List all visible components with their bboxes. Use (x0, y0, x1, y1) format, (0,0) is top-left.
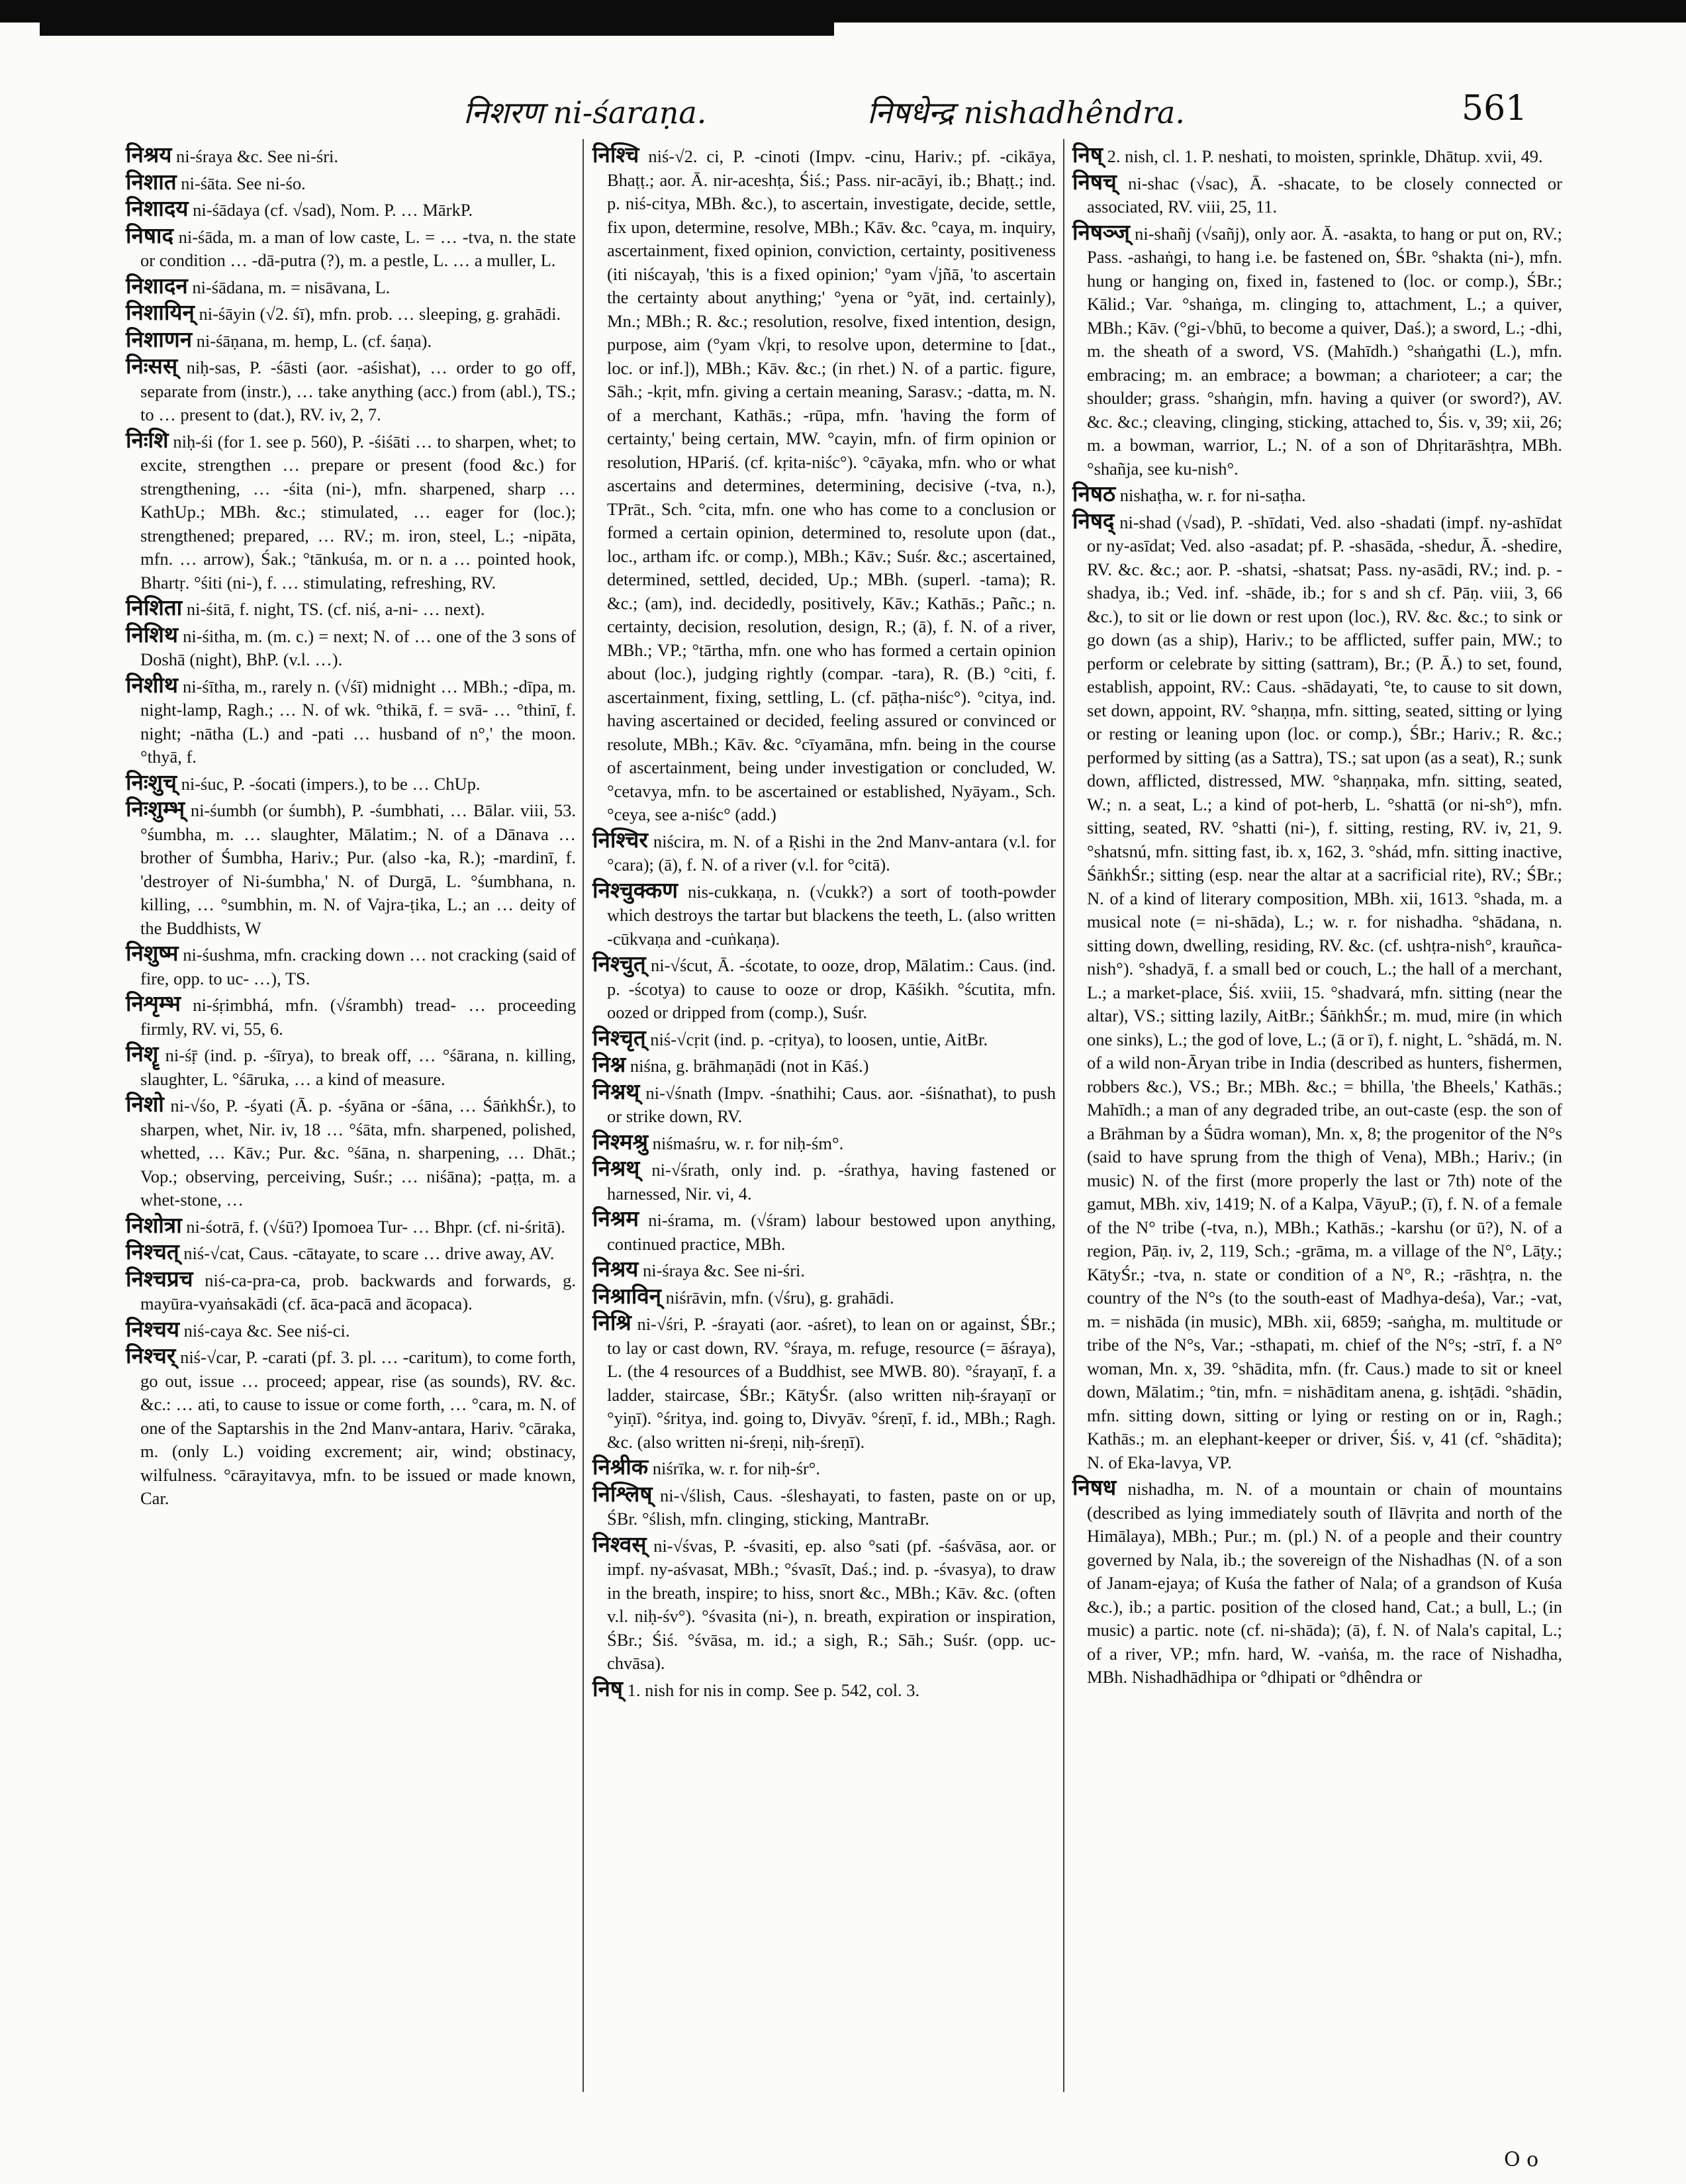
entry-text: ni-shañj (√sañj), only aor. Ā. -asakta, to hang or put on, RV.; Pass. -ashaṅgi, to hang i.e. be fastened on, ŚBr. °shakta (ni-), mfn. hung or hanging on, fixed in, fastened to (loc. or comp.), ŚBr.; Kālid.; Var. °shaṅga, m. clinging to, attachment, L.; a quiver, MBh.; Kāv. (°gi-√bhū, to become a quiver, Daś.); a sword, L.; -dhi, m. the sheath of a sword, VS. (Mahīdh.) °shaṅgathi (L.), mfn. embracing; m. an embrace; a bowman; a charioteer; a car; the shoulder; grass. °shaṅgin, mfn. having a quiver (or sword?), AV. &c. &c.; cleaving, clinging, sticking, attached to, Śis. v, 39; xii, 26; m. a bowman, warrior, L.; N. of a son of Dhṛitarāshṭra, MBh. °shañja, see ku-nish°. (1087, 223, 1562, 479)
dictionary-entry (126, 797, 576, 940)
entry-headword-devanagari: निशादन (126, 272, 188, 299)
entry-text: ni-śādana, m. = nisāvana, L. (192, 277, 391, 297)
entry-headword-devanagari: निश्रि (592, 1309, 632, 1335)
entry-headword-devanagari: निषठ (1072, 481, 1116, 506)
entry-text: niś-√cṛit (ind. p. -cṛitya), to loosen, untie, AitBr. (650, 1029, 988, 1049)
entry-text: ni-√śo, P. -śyati (Ā. p. -śyāna or -śāna, … ŚāṅkhŚr.), to sharpen, whet, Nir. iv, 18 … °śāta, mfn. sharpened, polished, whetted, … Kāv.; Pur. &c. °śāna, n. sharpening, … Dhāt.; Vop.; observing, perceiving, Suśr.; … niśāna); -paṭṭa, m. a whet-stone, … (140, 1096, 577, 1210)
dictionary-entry (126, 941, 576, 990)
dictionary-entry (592, 1311, 1056, 1454)
entry-text: ni-√śrath, only ind. p. -śrathya, having fastened or harnessed, Nir. vi, 4. (607, 1160, 1056, 1204)
entry-text: niḥ-śi (for 1. see p. 560), P. -śiśāti … to sharpen, whet; to excite, strengthen … prepare or present (food &c.) for strengthening, … -śita (ni-), mfn. sharpened, sharp … KathUp.; MBh. &c.; stimulated, … eager for (loc.); strengthened; prepared, … RV.; m. iron, steel, L.; -nipāta, mfn. … arrow), Śak.; °tānkuśa, m. or n. a … pointed hook, Bhartṛ. °śiti (ni-), f. … stimulating, refreshing, RV. (140, 431, 576, 593)
entry-headword-devanagari: निशिथ (126, 621, 178, 647)
entry-headword-devanagari: निषाद (126, 222, 174, 248)
dictionary-entry (126, 771, 576, 796)
entry-text: ni-śādaya (cf. √sad), Nom. P. … MārkP. (193, 200, 473, 220)
entry-headword-devanagari: निःशुच् (126, 769, 177, 795)
dictionary-entry (592, 1080, 1056, 1129)
entry-text: niś-√2. ci, P. -cinoti (Impv. -cinu, Hariv.; pf. -cikāya, Bhaṭṭ.; aor. Ā. nir-aceshṭa, Śiś.; Pass. nir-acāyi, ib.; Bhaṭṭ.; ind. p. niś-citya, MBh. &c.), to ascertain, investigate, decide, settle, fix upon, determine, resolve, MBh.; Kāv. &c. °caya, m. inquiry, ascertainment, fixed opinion, conviction, certainty, positiveness (iti niścayaḥ, 'this is a fixed opinion;' °yam √jñā, 'to ascertain the certainty about anything;' °yena or °yāt, ind. certainly), Mn.; MBh.; R. &c.; resolution, resolve, fixed intention, design, purpose, aim (°yam √kṛi, to resolve upon, determine to [dat., loc. or inf.]), MBh.; Kāv. &c.; (in rhet.) N. of a partic. figure, Sāh.; -kṛit, mfn. giving a certain meaning, Sarasv.; -datta, m. N. of a merchant, Kathās.; -rūpa, mfn. 'having the form of certainty,' being certain, MW. °cayin, mfn. of firm opinion or resolution, HPariś. (cf. kṛita-niśc°). °cāyaka, mfn. who or what ascertains and determines, determining, decisive (-tva, n.), TPrāt., Sch. °cita, mfn. one who has come to a conclusion or formed a certain opinion, determined to, resolute upon (dat., loc., artham ifc. or comp.), MBh.; Kāv.; Suśr. &c.; ascertained, determined, settled, decided, Up.; MBh. (superl. -tama); R. &c.; (am), ind. decidedly, positively, Kāv.; Kathās.; Pañc.; n. certainty, decision, resolution, design, R.; (ā), f. N. of a river, MBh.; VP.; °tārtha, mfn. one who has formed a certain opinion about (loc.), judging rightly (compar. -tara), R. (B.) °citi, f. ascertainment, fixing, settling, L. (cf. pāṭha-niśc°). °citya, ind. having ascertained or decided, feeling assured or convinced or resolute, MBh.; Kāv. &c. °cīyamāna, mfn. being in the course of ascertainment, being under investigation or concluded, W. °cetavya, mfn. to be ascertained or established, Nyāyam., Sch. °ceya, see a-niśc° (add.) (607, 146, 1056, 824)
header-center-guideword: निषधेन्द्र nishadhêndra. (867, 95, 1185, 130)
signature-mark: O o (1504, 2148, 1539, 2171)
entry-text: ni-śāṇana, m. hemp, L. (cf. śaṇa). (196, 330, 432, 351)
entry-headword-devanagari: निश्राविन् (592, 1282, 661, 1309)
page-number: 561 (1462, 89, 1528, 128)
dictionary-entry (1072, 482, 1562, 508)
dictionary-column-3 (1072, 143, 1562, 1691)
entry-text: nishadha, m. N. of a mountain or chain of mountains (described as lying immediately south of Ilāvṛita and north of the Himālaya), MBh.; Pur.; m. (pl.) N. of a people and their country governed by Nala, ib.; the sovereign of the Nishadhas (N. of a son of Janam-ejaya; of Kuśa the father of Nala; of a grandson of Kuśa &c.), ib.; a partic. position of the closed hand, Cat.; a bull, L.; (in music) a partic. note (cf. ni-shāda); (ā), f. N. of Nala's capital, L.; of a river, VP.; mfn. hard, W. -vaṅśa, m. the race of Nishadha, MBh. Nishadhādhipa or °dhipati or °dhêndra or (1087, 1479, 1562, 1687)
entry-headword-devanagari: निश्चुत् (592, 951, 646, 976)
dictionary-entry (126, 428, 576, 595)
entry-headword-devanagari: निशायिन् (126, 299, 195, 325)
entry-headword-devanagari: निशादय (126, 195, 189, 221)
entry-headword-devanagari: निषञ्ज् (1072, 218, 1130, 245)
dictionary-entry (126, 992, 576, 1041)
dictionary-entry (592, 952, 1056, 1025)
entry-headword-devanagari: निःशि (126, 426, 169, 453)
dictionary-entry (592, 1455, 1056, 1481)
entry-headword-devanagari: निशिता (126, 594, 183, 620)
dictionary-entry (592, 1284, 1056, 1310)
page-header (0, 91, 1686, 138)
entry-text: ni-śāta. See ni-śo. (181, 173, 306, 193)
entry-text: ni-śumbh (or śumbh), P. -śumbhati, … Bālar. viii, 53. °śumbha, m. … slaughter, Mālatim.; N. of a Dānava … brother of Śumbha, Hariv.; Pur. (also -ka, R.); -mardinī, f. 'destroyer of Ni-śumbha,' N. of Durgā, L. °śumbhana, n. killing, … °sumbhin, m. N. of Vajra-ṭika, L.; an … deity of the Buddhists, W (140, 800, 576, 938)
entry-text: ni-√śri, P. -śrayati (aor. -aśret), to lean on or against, ŚBr.; to lay or cast down, RV. °śraya, m. refuge, resource (= āśraya), L. (the 4 resources of a Buddhist, see MWB. 80). °śrayaṇī, f. a ladder, staircase, ŚBr.; KātyŚr. (also written niḥ-śrayaṇī or °yiṇī). °śritya, ind. going to, Divyāv. °śreṇī, f. id., MBh.; Ragh. &c. (also written ni-śreṇi, niḥ-śreṇī). (607, 1314, 1056, 1452)
entry-text: ni-√śnath (Impv. -śnathihi; Caus. aor. -śiśnathat), to push or strike down, RV. (607, 1082, 1056, 1126)
entry-text: niś-√cat, Caus. -cātayate, to scare … drive away, AV. (183, 1243, 555, 1263)
entry-headword-devanagari: निष् (592, 1675, 623, 1701)
entry-text: 2. nish, cl. 1. P. neshati, to moisten, sprinkle, Dhātup. xvii, 49. (1107, 146, 1543, 166)
entry-headword-devanagari: निश्रय (592, 1256, 639, 1282)
entry-text: niśrāvin, mfn. (√śru), g. grahādi. (665, 1287, 894, 1307)
entry-text: niḥ-sas, P. -śāsti (aor. -aśishat), … order to go off, separate from (instr.), … take anything (acc.) from (abl.), TS.; to … present to (dat.), RV. iv, 2, 7. (140, 357, 576, 424)
entry-headword-devanagari: निष् (1072, 142, 1103, 167)
entry-headword-devanagari: निश्रय (126, 142, 172, 167)
entry-text: nishaṭha, w. r. for ni-saṭha. (1119, 485, 1306, 505)
entry-text: niś-√car, P. -carati (pf. 3. pl. … -caritum), to come forth, go out, issue … proceed; appear, rise (as sounds), RV. &c. &c.: … ati, to cause to issue or come forth, … °cara, m. N. of one of the Saptarshis in the 2nd Manv-antara, Hariv. °cāraka, m. (only L.) voiding excrement; air, wind; obstinacy, wilfulness. °cārayitavya, mfn. to be issued or made known, Car. (140, 1347, 576, 1508)
dictionary-entry (1072, 1476, 1562, 1689)
entry-headword-devanagari: निशृम्भ (126, 990, 181, 1016)
dictionary-entry (1072, 143, 1562, 169)
dictionary-entry (126, 224, 576, 273)
entry-text: ni-√ścut, Ā. -ścotate, to ooze, drop, Mālatim.: Caus. (ind. p. -ścotya) to cause to ooze or drop, Kāśikh. °ścutita, mfn. oozed or dripped from (comp.), Suśr. (607, 955, 1056, 1022)
dictionary-entry (592, 878, 1056, 951)
dictionary-entry (592, 1053, 1056, 1078)
entry-text: ni-śotrā, f. (√śū?) Ipomoea Tur- … Bhpr. (cf. ni-śritā). (186, 1216, 565, 1237)
dictionary-entry (592, 1207, 1056, 1256)
entry-headword-devanagari: निश्चृत् (592, 1024, 646, 1051)
dictionary-entry (126, 1092, 576, 1212)
dictionary-entry (126, 596, 576, 622)
dictionary-entry (592, 1482, 1056, 1531)
entry-text: niś-ca-pra-ca, prob. backwards and forwards, g. mayūra-vyaṅsakādi (cf. āca-pacā and ācopaca). (140, 1270, 577, 1313)
dictionary-entry (592, 143, 1056, 827)
entry-text: ni-śṛimbhá, mfn. (√śrambh) tread- … proceeding firmly, RV. vi, 55, 6. (140, 995, 577, 1039)
entry-headword-devanagari: निश्रीक (592, 1454, 649, 1480)
dictionary-entry (126, 1213, 576, 1239)
entry-headword-devanagari: निश्चर् (126, 1343, 176, 1368)
entry-text: niśrīka, w. r. for niḥ-śr°. (652, 1458, 820, 1478)
entry-headword-devanagari: निशॄ (126, 1041, 159, 1067)
entry-headword-devanagari: निशुष्म (126, 940, 179, 966)
entry-text: ni-śuc, P. -śocati (impers.), to be … ChUp. (181, 773, 481, 794)
entry-headword-devanagari: निश्रम (592, 1206, 639, 1231)
entry-headword-devanagari: निःसस् (126, 353, 178, 379)
entry-text: niścira, m. N. of a Ṛishi in the 2nd Manv-antara (v.l. for °cara); (ā), f. N. of a river (v.l. for °citā). (607, 831, 1056, 875)
entry-headword-devanagari: निश्मश्रु (592, 1128, 648, 1155)
dictionary-entry (126, 170, 576, 196)
entry-text: ni-śrama, m. (√śram) labour bestowed upon anything, continued practice, MBh. (607, 1210, 1056, 1254)
dictionary-entry (592, 1157, 1056, 1206)
dictionary-entry (592, 1533, 1056, 1676)
dictionary-column-1 (126, 143, 576, 1512)
column-rule-2 (1063, 139, 1064, 2092)
dictionary-entry (592, 828, 1056, 877)
entry-text: ni-śṝ (ind. p. -śīrya), to break off, … °śārana, n. killing, slaughter, L. °śāruka, … a kind of measure. (140, 1045, 577, 1089)
entry-headword-devanagari: निशो (126, 1091, 164, 1117)
entry-headword-devanagari: निश्चुक्कण (592, 877, 679, 903)
entry-headword-devanagari: निषच् (1072, 168, 1117, 195)
scan-edge-shadow (0, 0, 1686, 23)
entry-text: ni-śitha, m. (m. c.) = next; N. of … one of the 3 sons of Doshā (night), BhP. (v.l. …). (140, 626, 576, 669)
dictionary-entry (126, 1344, 576, 1511)
entry-headword-devanagari: निश्चप्रच (126, 1265, 193, 1292)
dictionary-entry (1072, 220, 1562, 481)
dictionary-entry (1072, 509, 1562, 1475)
dictionary-entry (126, 1317, 576, 1343)
dictionary-entry (592, 1677, 1056, 1703)
dictionary-entry (126, 673, 576, 769)
entry-headword-devanagari: निश्चिर (592, 826, 648, 853)
entry-text: ni-shad (√sad), P. -shīdati, Ved. also -shadati (impf. ny-ashīdat or ny-asīdat; Ved. also -asadat; pf. P. -shasāda, -shedur, Ā. -shedire, RV. &c. &c.; aor. P. -shatsi, -shatsat; Pass. ny-asādi, RV.; ind. p. -shadya, ib.; Ved. inf. -shāde, ib.; for s and sh cf. Pāṇ. viii, 3, 66 &c.), to sit or lie down or rest upon (loc.), RV. &c. &c.; to sink or go down (as a ship), Hariv.; to be afflicted, suffer pain, MW.; to perform or celebrate by sitting (sattram), Br.; (P. Ā.) to set, found, establish, appoint, RV.: Caus. -shādayati, °te, to cause to sit down, set down, appoint, RV. °shaṇṇa, mfn. sitting, seated, sitting or lying or resting or leaning upon (loc. or comp.), ŚBr.; Hariv.; R. &c.; performed by sitting (as a Sattra), TS.; sat upon (as a seat), R.; sunk down, afflicted, distressed, MW. °shaṇṇaka, mfn. sitting, seated, W.; n. a seat, L.; a kind of pot-herb, L. °shattā (or ni-sh°), mfn. sitting, seated, RV. °shatti (ni-), f. sitting, resting, RV. iv, 21, 9. °shatsnú, mfn. sitting fast, ib. x, 162, 3. °shád, mfn. sitting inactive, ŚāṅkhŚr.; sitting (esp. near the altar at a sacrificial rite), RV.; ŚBr.; N. of a kind of literary composition, MBh. xii, 1613. °shada, m. a musical note (= ni-shāda), L.; w. r. for nishadha. °shādana, n. sitting down, dwelling, residing, RV. &c. (cf. ushṭra-nish°, krauñca-nish°). °shadyā, f. a small bed or couch, L.; the hall of a merchant, L.; a market-place, Śiś. xviii, 15. °shadvará, mfn. sitting (near the altar), VS.; sitting lazily, AitBr.; ŚāṅkhŚr.; m. mud, mire (in which one sinks), L.; the god of love, L.; (ā or ī), f. night, L. °shādá, m. N. of a wild non-Āryan tribe in India (described as hunters, fishermen, robbers &c.), VS.; Br.; MBh. &c.; = bhilla, 'the Bheels,' Kathās.; Mahīdh.; a man of any degraded tribe, an out-caste (esp. the son of a Brāhman by a Śūdra woman), Mn. x, 8; the progenitor of the N°s (said to have sprung from the thigh of Vena), MBh.; Hariv.; (in music) N. of the first (more properly the last or 7th) note of the gamut, MBh. xiv, 1419; N. of a Kalpa, VāyuP.; (ī), f. N. of a female of the N° tribe (-tva, n.), MBh.; Kathās.; -karshu (or ū?), N. of a region, Pāṇ. iv, 2, 119, Sch.; -grāma, m. a village of the N°, Lāṭy.; KātyŚr.; -tva, n. state or condition of a N°, R.; -rāshṭra, n. the country of the N°s (to the south-east of Madhya-deśa), Var.; -vat, m. = nishāda (in music), MBh. xii, 6859; -saṅgha, m. multitude or tribe of the N°s, Var.; -sthapati, m. chief of the N°s; -strī, f. a N° woman, Mn. x, 39. °shādita, mfn. (fr. Caus.) made to sit or kneel down, Mālatim.; °tin, mfn. = nishāditam anena, g. ishṭādi. °shādin, mfn. sitting down, sitting or lying or resting on or in, Ragh.; Kathās.; m. an elephant-keeper or driver, Śiś. v, 41 (cf. °shādita); N. of Eka-lavya, VP. (1087, 512, 1562, 1472)
dictionary-entry (126, 143, 576, 169)
dictionary-entry (126, 274, 576, 300)
dictionary-entry (126, 328, 576, 354)
entry-headword-devanagari: निश्रथ् (592, 1155, 640, 1181)
entry-headword-devanagari: निश्चि (592, 142, 639, 167)
entry-text: ni-√ślish, Caus. -śleshayati, to fasten, paste on or up, ŚBr. °ślish, mfn. clinging, sticking, MantraBr. (607, 1485, 1056, 1529)
entry-headword-devanagari: निःशुम्भ् (126, 796, 185, 822)
entry-headword-devanagari: निशोत्रा (126, 1211, 182, 1238)
entry-headword-devanagari: निश्न (592, 1051, 626, 1077)
entry-headword-devanagari: निषद् (1072, 507, 1115, 534)
dictionary-entry (1072, 170, 1562, 219)
entry-headword-devanagari: निशाणन (126, 326, 193, 352)
entry-text: ni-śushma, mfn. cracking down … not cracking (said of fire, opp. to uc- …), TS. (140, 945, 576, 988)
entry-headword-devanagari: निश्नथ् (592, 1078, 640, 1104)
entry-text: niśna, g. brāhmaṇādi (not in Kāś.) (630, 1056, 869, 1076)
entry-text: niśmaśru, w. r. for niḥ-śm°. (652, 1133, 844, 1153)
entry-text: ni-śitā, f. night, TS. (cf. niś, a-ni- … next). (186, 599, 485, 619)
entry-headword-devanagari: निशात (126, 168, 177, 195)
entry-text: ni-śāyin (√2. śī), mfn. prob. … sleeping, g. grahādi. (199, 304, 561, 324)
dictionary-entry (126, 354, 576, 427)
entry-text: ni-śraya &c. See ni-śri. (176, 146, 339, 166)
entry-headword-devanagari: निषध (1072, 1474, 1117, 1500)
entry-headword-devanagari: निशीथ (126, 671, 178, 698)
entry-text: ni-shac (√sac), Ā. -shacate, to be closely connected or associated, RV. viii, 25, 11. (1087, 173, 1562, 216)
entry-text: ni-√śvas, P. -śvasiti, ep. also °sati (pf. -śaśvāsa, aor. or impf. ny-aśvasat, MBh.; °śvasīt, Daś.; ind. p. -śvasya), to draw in the breath, inspire; to hiss, snort &c., MBh.; Kāv. &c. (often v.l. niḥ-śv°). °śvasita (ni-), n. breath, expiration or inspiration, ŚBr.; Śiś. °śvāsa, m. id.; a sigh, R.; Sāh.; Suśr. (opp. uc-chvāsa). (607, 1535, 1056, 1673)
scan-edge-shadow-2 (40, 23, 834, 36)
dictionary-entry (126, 1267, 576, 1316)
dictionary-entry (126, 623, 576, 672)
entry-headword-devanagari: निश्वस् (592, 1531, 647, 1557)
header-left-guideword: निशरण ni-śaraṇa. (463, 95, 707, 130)
entry-text: nis-cukkaṇa, n. (√cukk?) a sort of tooth-powder which destroys the tartar but blackens the teeth, L. (also written -cūkvaṇa and -cuṅkaṇa). (607, 881, 1056, 949)
dictionary-entry (126, 1240, 576, 1266)
entry-headword-devanagari: निश्चत् (126, 1239, 179, 1264)
entry-headword-devanagari: निश्लिष् (592, 1480, 653, 1507)
dictionary-entry (126, 197, 576, 222)
entry-text: ni-śraya &c. See ni-śri. (643, 1260, 806, 1280)
dictionary-entry (592, 1130, 1056, 1156)
dictionary-entry (126, 1042, 576, 1091)
entry-headword-devanagari: निश्चय (126, 1315, 179, 1342)
dictionary-entry (126, 301, 576, 326)
entry-text: ni-śītha, m., rarely n. (√śī) midnight … MBh.; -dīpa, m. night-lamp, Ragh.; … N. of wk. °thikā, f. = svā- … °thinī, f. night; -nātha (L.) and -pati … husband of n°,' the moon. °thyā, f. (140, 676, 576, 767)
dictionary-entry (592, 1026, 1056, 1052)
dictionary-column-2 (592, 143, 1056, 1703)
column-rule-1 (583, 139, 584, 2092)
entry-text: 1. nish for nis in comp. See p. 542, col. 3. (627, 1680, 920, 1700)
dictionary-entry (592, 1257, 1056, 1283)
entry-text: niś-caya &c. See niś-ci. (183, 1320, 350, 1341)
entry-text: ni-śāda, m. a man of low caste, L. = … -tva, n. the state or condition … -dā-putra (?), m. a pestle, L. … a muller, L. (140, 226, 577, 270)
